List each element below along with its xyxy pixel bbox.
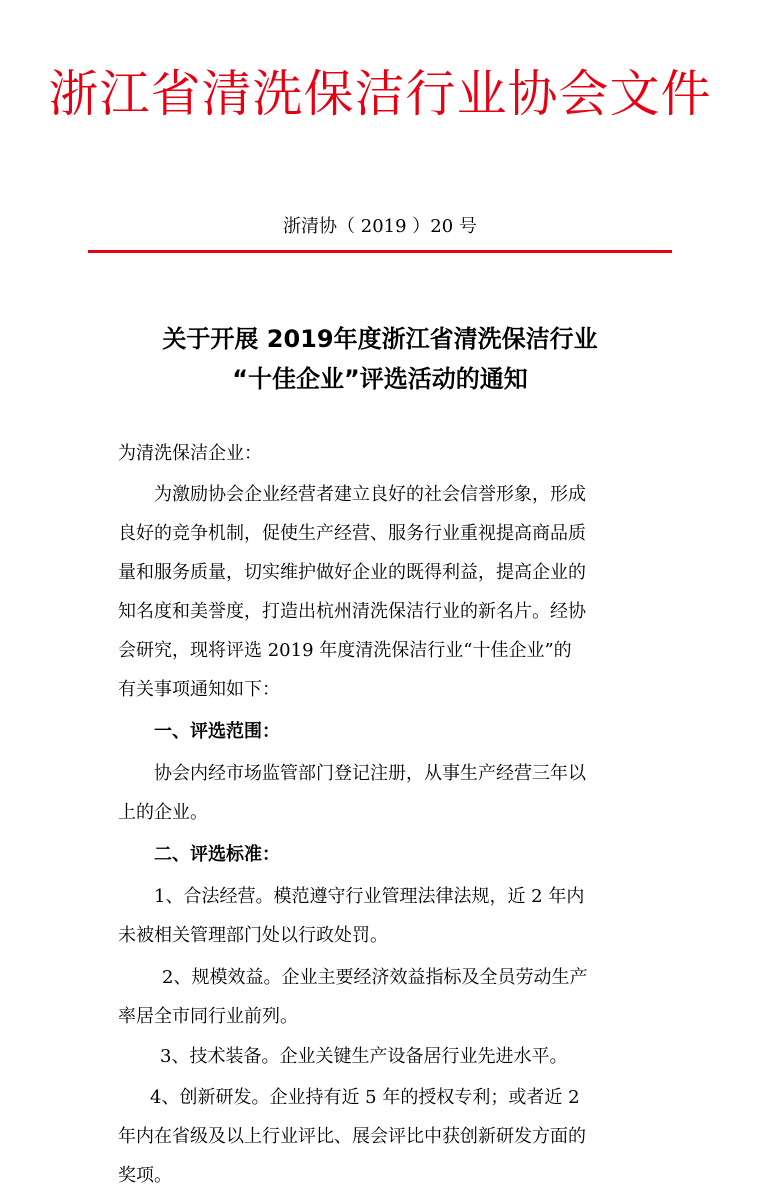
intro-line: 为激励协会企业经营者建立良好的社会信誉形象，形成 [154,484,586,505]
salutation: 为清洗保洁企业： [118,443,262,464]
intro-line: 良好的竞争机制，促使生产经营、服务行业重视提高商品质 [118,523,586,544]
criterion-line: 未被相关管理部门处以行政处罚。 [118,925,388,946]
section-heading-criteria: 二、评选标准： [154,844,280,865]
intro-line: 会研究，现将评选 2019 年度清洗保洁行业“十佳企业”的 [118,640,572,661]
criterion-line: 1、合法经营。模范遵守行业管理法律法规，近 2 年内 [154,886,585,907]
notice-title-line-1: 关于开展 2019年度浙江省清洗保洁行业 [162,325,598,353]
criterion-line: 年内在省级及以上行业评比、展会评比中获创新研发方面的 [118,1126,586,1147]
notice-title-line-2: “十佳企业”评选活动的通知 [232,365,528,393]
letterhead-title: 浙江省清洗保洁行业协会文件 [48,65,712,123]
intro-line: 知名度和美誉度，打造出杭州清洗保洁行业的新名片。经协 [118,601,586,622]
scope-line: 协会内经市场监管部门登记注册，从事生产经营三年以 [154,763,586,784]
criterion-line: 4、创新研发。企业持有近 5 年的授权专利；或者近 2 [150,1087,580,1108]
criterion-line: 率居全市同行业前列。 [118,1006,298,1027]
criterion-line: 2、规模效益。企业主要经济效益指标及全员劳动生产 [162,967,588,988]
document-number: 浙清协（ 2019 ）20 号 [283,216,477,237]
scope-line: 上的企业。 [118,802,208,823]
intro-line: 量和服务质量，切实维护做好企业的既得利益，提高企业的 [118,562,586,583]
criterion-line: 3、技术装备。企业关键生产设备居行业先进水平。 [160,1046,568,1067]
section-heading-scope: 一、评选范围： [154,721,280,742]
intro-line: 有关事项通知如下： [118,679,280,700]
letterhead-red-rule [88,250,672,253]
criterion-line: 奖项。 [118,1165,172,1186]
